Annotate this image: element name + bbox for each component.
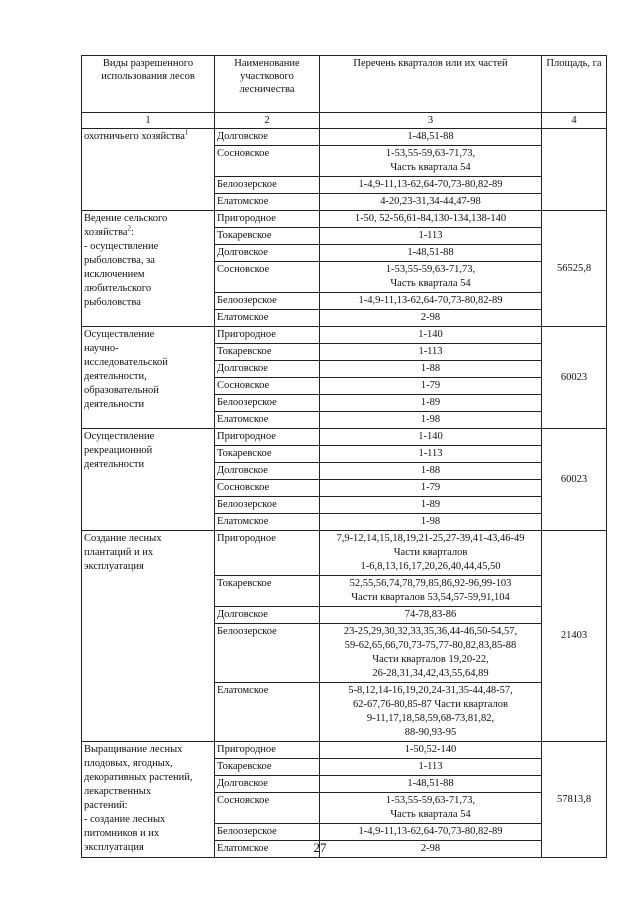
quarters-line: 4-20,23-31,34-44,47-98 <box>380 196 481 207</box>
use-type-cell <box>82 327 215 429</box>
header-area: Площадь, га <box>542 56 607 113</box>
quarters-line: 62-67,76-80,85-87 Части кварталов <box>353 699 508 710</box>
quarters-line: 1-113 <box>418 230 443 241</box>
quarters-line: 52,55,56,74,78,79,85,86,92-96,99-103 <box>349 578 512 589</box>
quarters-line: 1-79 <box>420 380 441 391</box>
table-row <box>82 327 607 344</box>
forestry-name: Долговское <box>215 463 320 480</box>
quarters-line: 1-89 <box>420 499 441 510</box>
forestry-name: Белоозерское <box>215 177 320 194</box>
use-type-line <box>84 445 152 456</box>
forestry-name: Белоозерское <box>215 497 320 514</box>
quarters-list <box>320 177 542 194</box>
forestry-name: Токаревское <box>215 576 320 607</box>
quarters-line: 1-6,8,13,16,17,20,26,40,44,45,50 <box>360 561 501 572</box>
use-type-text: Ведение сельского <box>84 213 168 224</box>
forestry-name: Елатомское <box>215 412 320 429</box>
use-type-text: растений: <box>84 800 128 811</box>
use-type-line <box>84 828 159 839</box>
area-value: 56525,8 <box>542 211 607 327</box>
quarters-list <box>320 228 542 245</box>
quarters-line: Части кварталов 19,20-22, <box>372 654 489 665</box>
header-quarters: Перечень кварталов или их частей <box>320 56 542 113</box>
quarters-list <box>320 412 542 429</box>
use-type-line <box>84 224 134 238</box>
quarters-line: Части кварталов 53,54,57-59,91,104 <box>351 592 510 603</box>
use-type-line <box>84 329 154 340</box>
use-type-line <box>84 128 189 142</box>
quarters-line: 1-48,51-88 <box>407 131 454 142</box>
quarters-list <box>320 624 542 683</box>
quarters-line: Части кварталов <box>393 547 468 558</box>
use-type-text: рыболовства, за <box>84 255 155 266</box>
use-type-line <box>84 547 153 558</box>
forestry-name: Пригородное <box>215 531 320 576</box>
use-type-text: Осуществление <box>84 329 155 340</box>
quarters-line: 1-113 <box>418 761 443 772</box>
quarters-line: 1-113 <box>418 448 443 459</box>
forestry-name: Токаревское <box>215 759 320 776</box>
use-type-cell <box>82 211 215 327</box>
quarters-list <box>320 824 542 841</box>
use-type-text: рыболовства <box>84 297 141 308</box>
quarters-line: 1-50,52-140 <box>404 744 457 755</box>
quarters-list <box>320 776 542 793</box>
quarters-line: 23-25,29,30,32,33,35,36,44-46,50-54,57, <box>343 626 518 637</box>
quarters-list <box>320 245 542 262</box>
forestry-name: Долговское <box>215 361 320 378</box>
use-type-line <box>84 241 158 252</box>
use-type-text: исследовательской <box>84 357 168 368</box>
header-row <box>82 56 607 113</box>
header-forestry: Наименование участкового лесничества <box>215 56 320 113</box>
quarters-line: Часть квартала 54 <box>390 809 471 820</box>
use-type-line <box>84 800 128 811</box>
table-row <box>82 429 607 446</box>
use-type-text: эксплуатация <box>84 561 144 572</box>
quarters-line: 1-88 <box>420 465 441 476</box>
table-row <box>82 211 607 228</box>
quarters-list <box>320 429 542 446</box>
use-type-cell <box>82 531 215 742</box>
use-type-text: питомников и их <box>84 828 160 839</box>
column-number: 2 <box>215 113 320 129</box>
quarters-line: 1-4,9-11,13-62,64-70,73-80,82-89 <box>358 826 503 837</box>
use-type-text: эксплуатация <box>84 842 144 853</box>
area-value: 60023 <box>542 327 607 429</box>
use-type-text: Создание лесных <box>84 533 162 544</box>
use-type-line <box>84 399 144 410</box>
footnote-mark: 1 <box>184 128 189 137</box>
quarters-line: 1-4,9-11,13-62,64-70,73-80,82-89 <box>358 295 503 306</box>
use-type-line <box>84 561 144 572</box>
quarters-list <box>320 344 542 361</box>
quarters-line: 1-88 <box>420 363 441 374</box>
forestry-name: Долговское <box>215 776 320 793</box>
quarters-line: Часть квартала 54 <box>390 278 471 289</box>
use-type-text: охотничьего хозяйства <box>84 131 185 142</box>
quarters-line: 1-140 <box>418 431 443 442</box>
quarters-list <box>320 327 542 344</box>
use-type-text: плодовых, ягодных, <box>84 758 173 769</box>
forestry-name: Долговское <box>215 607 320 624</box>
quarters-list <box>320 607 542 624</box>
quarters-list <box>320 395 542 412</box>
use-type-text: научно- <box>84 343 119 354</box>
quarters-list <box>320 378 542 395</box>
area-value: 60023 <box>542 429 607 531</box>
use-type-text: - создание лесных <box>84 814 166 825</box>
use-type-line <box>84 533 161 544</box>
use-type-line <box>84 385 159 396</box>
column-number-row <box>82 113 607 129</box>
quarters-list <box>320 129 542 146</box>
quarters-list <box>320 146 542 177</box>
area-value <box>542 129 607 211</box>
header-use-type: Виды разрешенного использования лесов <box>82 56 215 113</box>
forestry-name: Белоозерское <box>215 395 320 412</box>
use-type-cell <box>82 129 215 211</box>
quarters-list <box>320 211 542 228</box>
use-type-text: Выращивание лесных <box>84 744 183 755</box>
use-type-line <box>84 772 192 783</box>
use-type-line <box>84 213 167 224</box>
forestry-name: Сосновское <box>215 262 320 293</box>
quarters-line: 26-28,31,34,42,43,55,64,89 <box>372 668 489 679</box>
quarters-list <box>320 759 542 776</box>
quarters-line: 1-53,55-59,63-71,73, <box>385 795 476 806</box>
forestry-name: Белоозерское <box>215 624 320 683</box>
use-type-text: плантаций и их <box>84 547 154 558</box>
quarters-list <box>320 446 542 463</box>
use-type-line <box>84 343 119 354</box>
use-type-text: лекарственных <box>84 786 152 797</box>
forest-use-table <box>81 55 607 858</box>
quarters-list <box>320 514 542 531</box>
quarters-line: 2-98 <box>420 843 441 854</box>
forestry-name: Елатомское <box>215 841 320 858</box>
use-type-line <box>84 283 151 294</box>
use-type-text: хозяйства <box>84 227 128 238</box>
quarters-list <box>320 480 542 497</box>
quarters-line: 1-48,51-88 <box>407 247 454 258</box>
quarters-line: 1-98 <box>420 516 441 527</box>
quarters-line: 1-140 <box>418 329 443 340</box>
use-type-line <box>84 431 154 442</box>
use-type-text: декоративных растений, <box>84 772 193 783</box>
quarters-list <box>320 742 542 759</box>
quarters-list <box>320 262 542 293</box>
quarters-list <box>320 793 542 824</box>
quarters-line: 59-62,65,66,70,73-75,77-80,82,83,85-88 <box>344 640 517 651</box>
quarters-list <box>320 463 542 480</box>
quarters-line: 1-98 <box>420 414 441 425</box>
use-type-line <box>84 744 182 755</box>
use-type-line <box>84 814 165 825</box>
quarters-line: 1-79 <box>420 482 441 493</box>
forestry-name: Пригородное <box>215 327 320 344</box>
column-number: 1 <box>82 113 215 129</box>
forestry-name: Сосновское <box>215 378 320 395</box>
table-row <box>82 129 607 146</box>
forestry-name: Токаревское <box>215 228 320 245</box>
quarters-list <box>320 497 542 514</box>
column-number: 4 <box>542 113 607 129</box>
quarters-line: 1-53,55-59,63-71,73, <box>385 148 476 159</box>
quarters-line: 1-4,9-11,13-62,64-70,73-80,82-89 <box>358 179 503 190</box>
forestry-name: Токаревское <box>215 344 320 361</box>
quarters-line: 7,9-12,14,15,18,19,21-25,27-39,41-43,46-49 <box>336 533 525 544</box>
quarters-list <box>320 576 542 607</box>
page-number: 27 <box>313 840 327 855</box>
quarters-line: 74-78,83-86 <box>404 609 457 620</box>
forestry-name: Долговское <box>215 245 320 262</box>
use-type-cell <box>82 429 215 531</box>
quarters-line: 9-11,17,18,58,59,68-73,81,82, <box>366 713 495 724</box>
use-type-line <box>84 459 144 470</box>
forestry-name: Пригородное <box>215 211 320 228</box>
forestry-name: Токаревское <box>215 446 320 463</box>
forestry-name: Елатомское <box>215 683 320 742</box>
area-value: 57813,8 <box>542 742 607 858</box>
forestry-name: Елатомское <box>215 514 320 531</box>
use-type-line <box>84 357 168 368</box>
forestry-name: Елатомское <box>215 194 320 211</box>
forestry-name: Сосновское <box>215 146 320 177</box>
quarters-line: 2-98 <box>420 312 441 323</box>
use-type-text: деятельности <box>84 459 145 470</box>
area-value: 21403 <box>542 531 607 742</box>
quarters-list <box>320 531 542 576</box>
forestry-name: Белоозерское <box>215 293 320 310</box>
use-type-line <box>84 786 151 797</box>
use-type-text: деятельности, <box>84 371 147 382</box>
use-type-text: любительского <box>84 283 152 294</box>
use-type-line <box>84 758 173 769</box>
use-type-line <box>84 297 141 308</box>
use-type-line <box>84 269 145 280</box>
quarters-line: 1-48,51-88 <box>407 778 454 789</box>
quarters-line: 1-113 <box>418 346 443 357</box>
quarters-list <box>320 293 542 310</box>
table-row <box>82 531 607 576</box>
quarters-line: 1-50, 52-56,61-84,130-134,138-140 <box>354 213 507 224</box>
forestry-name: Сосновское <box>215 793 320 824</box>
forestry-name: Долговское <box>215 129 320 146</box>
forestry-name: Пригородное <box>215 742 320 759</box>
use-type-line <box>84 371 147 382</box>
use-type-text: исключением <box>84 269 145 280</box>
forestry-name: Елатомское <box>215 310 320 327</box>
quarters-line: 88-90,93-95 <box>404 727 457 738</box>
use-type-text: Осуществление <box>84 431 155 442</box>
footnote-mark: 2 <box>127 224 131 233</box>
quarters-line: 5-8,12,14-16,19,20,24-31,35-44,48-57, <box>348 685 513 696</box>
quarters-list <box>320 194 542 211</box>
forestry-name: Пригородное <box>215 429 320 446</box>
punctuation: : <box>130 227 134 238</box>
use-type-text: образовательной <box>84 385 159 396</box>
forestry-name: Сосновское <box>215 480 320 497</box>
quarters-list <box>320 683 542 742</box>
table-row <box>82 742 607 759</box>
quarters-line: Часть квартала 54 <box>390 162 471 173</box>
use-type-text: - осуществление <box>84 241 159 252</box>
quarters-line: 1-53,55-59,63-71,73, <box>385 264 476 275</box>
quarters-list <box>320 361 542 378</box>
column-number: 3 <box>320 113 542 129</box>
quarters-list <box>320 310 542 327</box>
use-type-line <box>84 255 155 266</box>
forestry-name: Белоозерское <box>215 824 320 841</box>
use-type-text: деятельности <box>84 399 145 410</box>
quarters-line: 1-89 <box>420 397 441 408</box>
use-type-text: рекреационной <box>84 445 153 456</box>
